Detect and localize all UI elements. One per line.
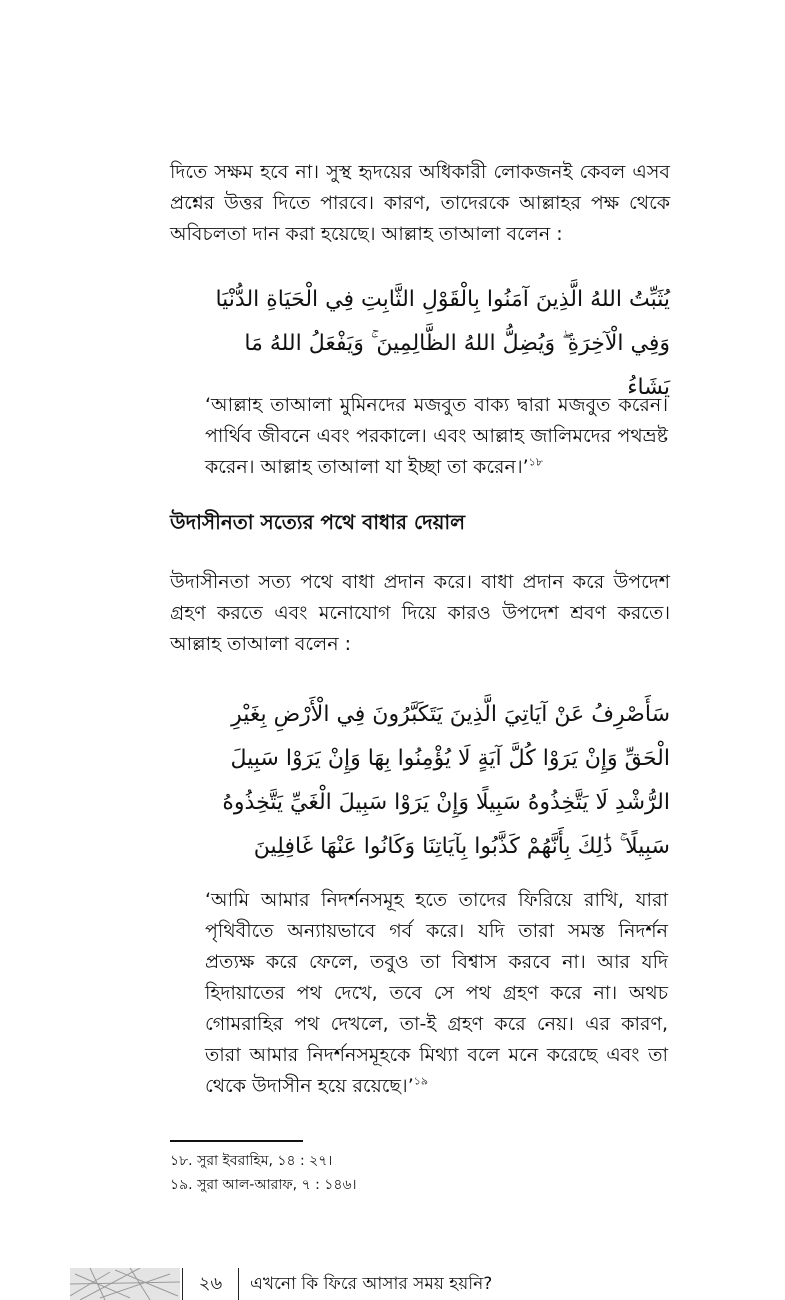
page-number: ২৬: [182, 1268, 239, 1300]
quote-translation-2: [205, 885, 668, 1102]
book-title: এখনো কি ফিরে আসার সময় হয়নি?: [250, 1274, 493, 1294]
decorative-pattern-icon: [70, 1268, 180, 1300]
paragraph-indifference: উদাসীনতা সত্য পথে বাধা প্রদান করে। বাধা প্রদান করে উপদেশ গ্রহণ করতে এবং মনোযোগ দিয়ে কারও উপদেশ শ্রবণ করতে। আল্লাহ তাআলা বলেন :: [170, 571, 670, 655]
section-heading: উদাসীনতা সত্যের পথে বাধার দেয়াল: [170, 510, 466, 534]
footnote-ref-19: ১৯: [413, 1074, 429, 1088]
arabic-verse-ibrahim: يُثَبِّتُ اللهُ الَّذِينَ آمَنُوا بِالْقَوْلِ الثَّابِتِ فِي الْحَيَاةِ الدُّنْيَا وَفِي الْآخِرَةِ ۖ وَيُضِلُّ اللهُ الظَّالِمِينَ ۚ وَيَفْعَلُ اللهُ مَا يَشَاءُ: [215, 287, 670, 400]
footnote-19: ১৯. সুরা আল-আরাফ, ৭ : ১৪৬।: [170, 1177, 357, 1193]
paragraph-intro: দিতে সক্ষম হবে না। সুস্থ হৃদয়ের অধিকারী লোকজনই কেবল এসব প্রশ্নের উত্তর দিতে পারবে। কারণ, তাদেরকে আল্লাহর পক্ষ থেকে অবিচলতা দান করা হয়েছে। আল্লাহ তাআলা বলেন :: [170, 161, 670, 245]
footnote-ref-18: ১৮: [528, 455, 543, 469]
quote-text-2: ‘আমি আমার নিদর্শনসমূহ হতে তাদের ফিরিয়ে রাখি, যারা পৃথিবীতে অন্যায়ভাবে গর্ব করে। যদি তারা সমস্ত নিদর্শন প্রত্যক্ষ করে ফেলে, তবুও তা বিশ্বাস করবে না। আর যদি হিদায়াতের পথ দেখে, তবে সে পথ গ্রহণ করে না। অথচ গোমরাহির পথ দেখলে, তা-ই গ্রহণ করে নেয়। এর কারণ, তারা আমার নিদর্শনসমূহকে মিথ্যা বলে মনে করেছে এবং তা থেকে উদাসীন হয়ে রয়েছে।’: [205, 889, 668, 1097]
quote-translation-1: [205, 390, 668, 483]
footnote-divider: [170, 1140, 303, 1142]
quote-text-1: ‘আল্লাহ তাআলা মুমিনদের মজবুত বাক্য দ্বারা মজবুত করেন। পার্থিব জীবনে এবং পরকালে। এবং আল্লাহ জালিমদের পথভ্রষ্ট করেন। আল্লাহ তাআলা যা ইচ্ছা তা করেন।’: [205, 394, 668, 478]
page-footer: [70, 1268, 510, 1300]
footnote-18: ১৮. সুরা ইবরাহিম, ১৪ : ২৭।: [170, 1153, 333, 1169]
arabic-verse-araf: سَأَصْرِفُ عَنْ آيَاتِيَ الَّذِينَ يَتَكَبَّرُونَ فِي الْأَرْضِ بِغَيْرِ الْحَقِّ وَإِنْ يَرَوْا كُلَّ آيَةٍ لَا يُؤْمِنُوا بِهَا وَإِنْ يَرَوْا سَبِيلَ الرُّشْدِ لَا يَتَّخِذُوهُ سَبِيلًا وَإِنْ يَرَوْا سَبِيلَ الْغَيِّ يَتَّخِذُوهُ سَبِيلًا ۚ ذَٰلِكَ بِأَنَّهُمْ كَذَّبُوا بِآيَاتِنَا وَكَانُوا عَنْهَا غَافِلِينَ: [222, 702, 670, 859]
